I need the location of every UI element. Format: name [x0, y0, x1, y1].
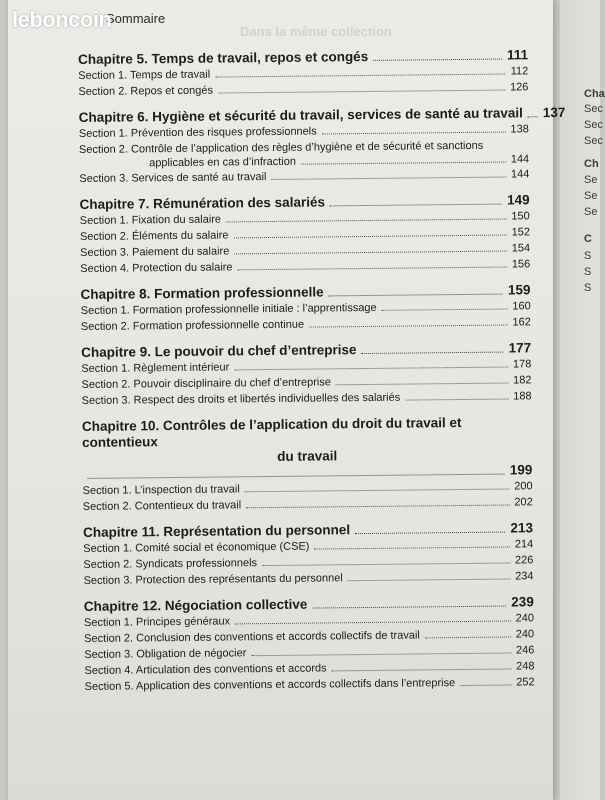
chapter-entry [80, 282, 530, 335]
bleed-through-text: Dans la même collection [240, 24, 392, 39]
adjacent-page-fragment: Sec [584, 103, 603, 115]
section-title: Section 1. Comité social et économique (CSE) [83, 540, 310, 555]
section-page-number: 182 [513, 374, 532, 387]
section-page-number: 188 [513, 390, 532, 403]
dot-leader [87, 474, 504, 479]
section-page-number: 144 [510, 153, 530, 166]
dot-leader [405, 399, 508, 401]
table-of-contents [78, 47, 566, 705]
chapter-title: Chapitre 10. Contrôles de l’application du droit du travail et contentieux [81, 415, 462, 450]
section-page-number: 150 [511, 210, 530, 223]
dot-leader [251, 652, 511, 656]
chapter-entry [78, 104, 566, 187]
adjacent-page [560, 0, 605, 800]
section-title: Section 3. Services de santé au travail [79, 171, 267, 185]
section-title: Section 2. Éléments du salaire [79, 229, 229, 243]
chapter-title: Chapitre 7. Rémunération des salariés [79, 194, 326, 212]
section-page-number: 156 [511, 258, 531, 271]
section-page-number: 112 [510, 65, 529, 78]
adjacent-page-fragment: C [584, 233, 592, 245]
dot-leader [329, 294, 503, 297]
section-title: Section 2. Contentieux du travail [82, 499, 242, 513]
chapter-title: Chapitre 8. Formation professionnelle [80, 284, 324, 302]
dot-leader [382, 309, 508, 311]
dot-leader [355, 532, 505, 535]
chapter-entry [83, 520, 534, 589]
dot-leader [373, 59, 502, 61]
section-title: Section 1. Temps de travail [78, 68, 211, 82]
section-title: Section 2. Contrôle de l’application des règles d’hygiène et de sécurité et sanctions [78, 139, 484, 156]
adjacent-page-fragment: S [584, 266, 592, 278]
section-title: Section 1. Fixation du salaire [79, 213, 222, 227]
section-page-number: 154 [511, 242, 531, 255]
section-title-continued: applicables en cas d’infraction [149, 155, 296, 170]
section-page-number: 226 [514, 554, 534, 567]
adjacent-page-fragment: Ch [584, 158, 599, 170]
section-title: Section 5. Application des conventions et accords collectifs dans l’entreprise [84, 677, 456, 693]
section-title: Section 1. L’inspection du travail [82, 483, 240, 497]
chapter-title-continued: du travail [277, 448, 338, 464]
chapter-page-number: 111 [506, 47, 529, 63]
section-title: Section 2. Syndicats professionnels [83, 557, 258, 571]
dot-leader [309, 325, 507, 328]
section-title: Section 1. Formation professionnelle initiale : l’apprentissage [80, 301, 377, 317]
chapter-page-number: 159 [507, 282, 531, 298]
adjacent-page-fragment: S [584, 250, 592, 262]
adjacent-page-fragment: Se [584, 174, 598, 186]
section-page-number: 252 [516, 676, 535, 689]
section-title: Section 4. Articulation des conventions et accords [84, 662, 327, 677]
dot-leader [234, 235, 507, 239]
chapter-title: Chapitre 12. Négociation collective [83, 596, 308, 614]
chapter-entry [81, 340, 532, 409]
dot-leader [215, 74, 506, 78]
dot-leader [238, 267, 507, 271]
section-entry [79, 138, 529, 171]
chapter-title: Chapitre 6. Hygiène et sécurité du travail, services de santé au travail [78, 105, 523, 125]
chapter-page-number: 239 [511, 594, 534, 610]
section-title: Section 2. Pouvoir disciplinaire du chef d’entreprise [81, 376, 332, 391]
section-title: Section 3. Obligation de négocier [84, 647, 247, 661]
section-title: Section 1. Principes généraux [83, 615, 231, 629]
section-page-number: 240 [515, 628, 535, 641]
dot-leader [425, 637, 511, 639]
chapter-page-number: 199 [509, 462, 533, 478]
dot-leader [235, 621, 510, 625]
chapter-title: Chapitre 11. Représentation du personnel [82, 522, 351, 540]
section-title: Section 1. Prévention des risques professionnels [78, 125, 317, 140]
chapter-entry [78, 47, 528, 100]
section-title: Section 3. Respect des droits et libertés individuelles des salariés [81, 391, 401, 407]
section-title: Section 3. Protection des représentants du personnel [83, 572, 343, 587]
section-page-number: 200 [514, 480, 533, 493]
section-title: Section 2. Conclusion des conventions et accords collectifs de travail [84, 629, 420, 645]
chapter-entry [84, 594, 535, 695]
section-page-number: 160 [512, 300, 531, 313]
adjacent-page-fragment: Cha [584, 88, 605, 100]
dot-leader [245, 489, 509, 493]
section-title: Section 4. Protection du salaire [80, 261, 233, 275]
watermark-logo: leboncoin [12, 7, 112, 32]
section-page-number: 162 [512, 316, 531, 329]
chapter-page-number: 213 [510, 520, 534, 536]
chapter-title: Chapitre 9. Le pouvoir du chef d’entreprise [81, 342, 357, 360]
chapter-title: Chapitre 5. Temps de travail, repos et congés [78, 48, 369, 67]
section-title: Section 2. Formation professionnelle continue [80, 318, 305, 333]
chapter-page-number: 177 [508, 340, 532, 356]
section-page-number: 246 [515, 644, 535, 657]
dot-leader [301, 162, 506, 165]
chapter-entry [80, 192, 531, 277]
section-page-number: 126 [509, 81, 529, 94]
chapter-page-number: 137 [542, 104, 566, 121]
dot-leader [312, 606, 506, 609]
dot-leader [226, 219, 506, 223]
dot-leader [336, 383, 508, 386]
chapter-page-number: 149 [506, 192, 530, 208]
adjacent-page-fragment: Se [584, 190, 598, 202]
section-page-number: 234 [515, 570, 534, 583]
dot-leader [348, 579, 510, 582]
section-page-number: 144 [510, 168, 530, 181]
adjacent-page-fragment: S [584, 282, 592, 294]
section-page-number: 214 [514, 538, 534, 551]
dot-leader [460, 684, 511, 686]
section-title: Section 1. Règlement intérieur [81, 361, 230, 375]
dot-leader [314, 547, 509, 550]
dot-leader [330, 204, 502, 207]
dot-leader [218, 90, 505, 94]
dot-leader [332, 668, 512, 671]
section-title: Section 2. Repos et congés [78, 84, 214, 98]
dot-leader [271, 177, 506, 180]
dot-leader [246, 505, 509, 509]
dot-leader [234, 367, 508, 371]
adjacent-page-fragment: Sec [584, 119, 603, 131]
dot-leader [361, 352, 503, 354]
section-page-number: 248 [516, 660, 535, 673]
running-header: Sommaire [106, 11, 166, 26]
section-page-number: 202 [514, 496, 533, 509]
section-title: Section 3. Paiement du salaire [80, 245, 230, 259]
dot-leader [528, 116, 538, 117]
dot-leader [322, 132, 506, 135]
dot-leader [262, 563, 510, 567]
adjacent-page-fragment: Sec [584, 135, 603, 147]
adjacent-page-fragment: Se [584, 206, 598, 218]
chapter-entry [82, 414, 533, 515]
section-page-number: 240 [515, 612, 535, 625]
dot-leader [234, 251, 506, 255]
section-page-number: 178 [512, 358, 532, 371]
section-page-number: 152 [511, 226, 530, 239]
section-page-number: 138 [510, 123, 529, 136]
